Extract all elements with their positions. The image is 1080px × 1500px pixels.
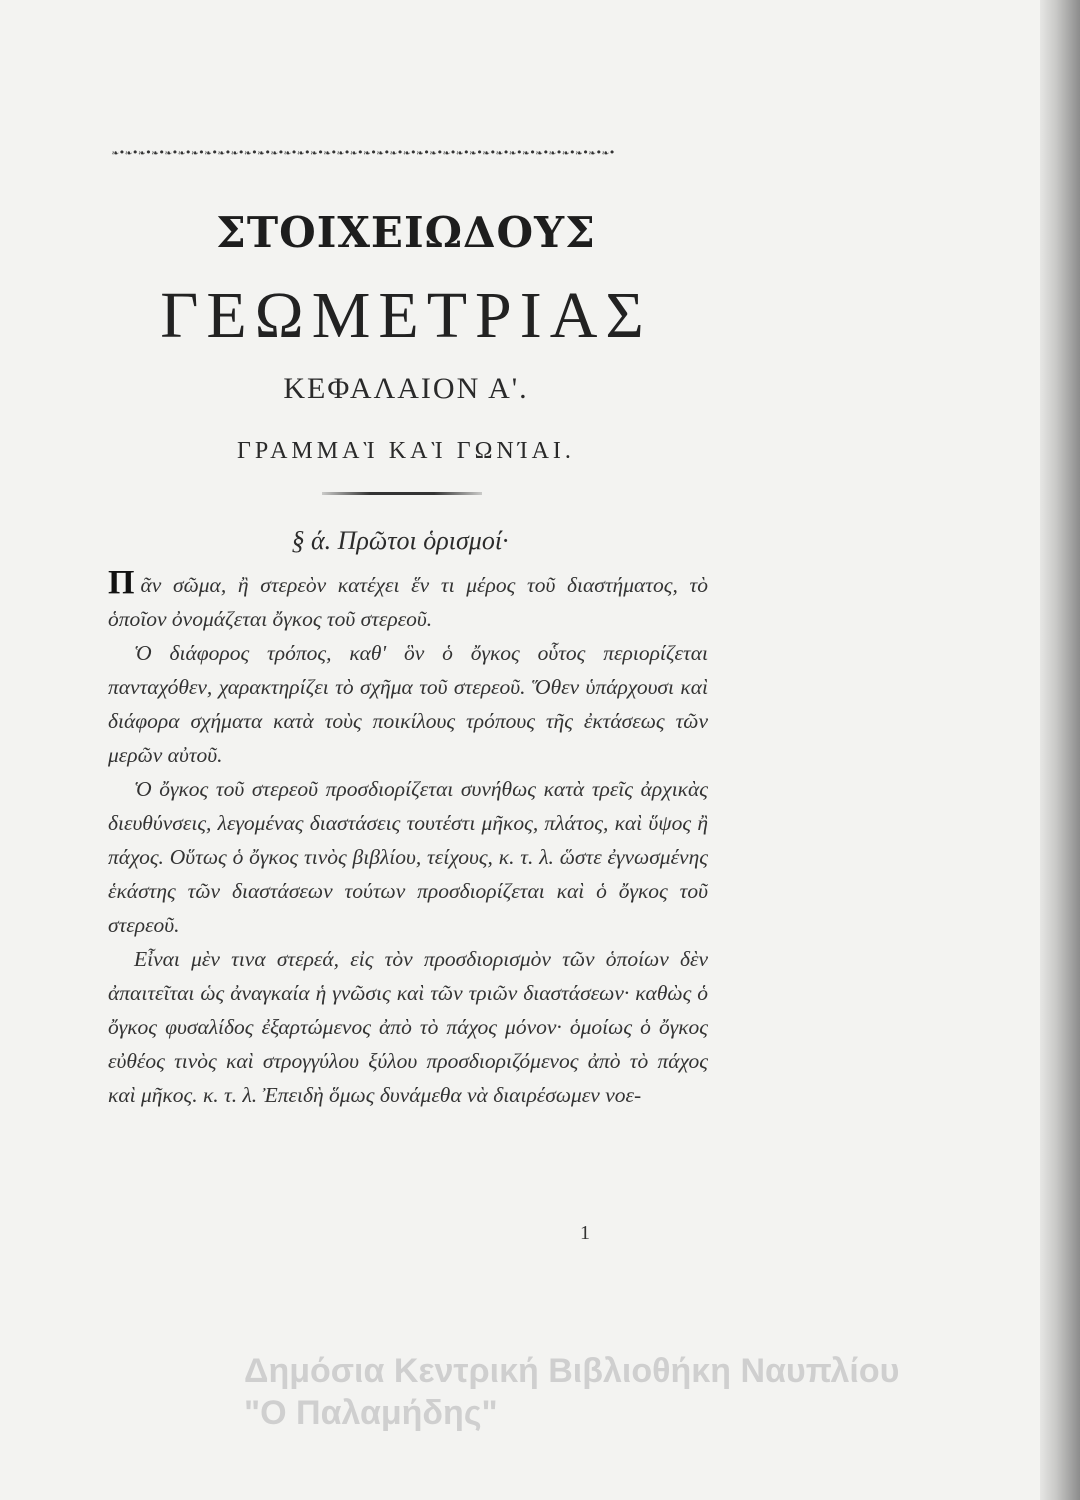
- drop-cap: Π: [108, 564, 135, 601]
- paragraph-4: Εἶναι μὲν τινα στερεά, εἰς τὸν προσδιορισμὸν τῶν ὁποίων δὲν ἀπαιτεῖται ὡς ἀναγκαία ἡ γνῶσις καὶ τῶν τριῶν διαστάσεων· καθὼς ὁ ὄγκος φυσαλίδος ἐξαρτώμενος ἀπὸ τὸ πάχος μόνον· ὁμοίως ὁ ὄγκος εὐθέος τινὸς καὶ στρογγύλου ξύλου προσδιοριζόμενος ἀπὸ τὸ πάχος καὶ μῆκος. κ. τ. λ. Ἐπειδὴ ὅμως δυνάμεθα νὰ διαιρέσωμεν νοε-: [108, 947, 708, 1107]
- body-text: [108, 564, 708, 1112]
- paragraph-2: Ὁ διάφορος τρόπος, καθ' ὃν ὁ ὄγκος οὗτος περιορίζεται πανταχόθεν, χαρακτηρίζει τὸ σχῆμα τοῦ στερεοῦ. Ὅθεν ὑπάρχουσι καὶ διάφορα σχήματα κατὰ τοὺς ποικίλους τρόπους τῆς ἐκτάσεως τῶν μερῶν αὐτοῦ.: [108, 641, 708, 767]
- page-number: 1: [580, 1222, 590, 1244]
- title-line-1: ΣΤΟΙΧΕΙΩΔΟΥΣ: [216, 208, 596, 257]
- section-heading: § ά. Πρῶτοι ὁρισμοί·: [291, 526, 509, 555]
- library-watermark: [244, 1350, 1044, 1434]
- paragraph-3: Ὁ ὄγκος τοῦ στερεοῦ προσδιορίζεται συνήθως κατὰ τρεῖς ἀρχικὰς διευθύνσεις, λεγομένας διαστάσεις τουτέστι μῆκος, πλάτος, καὶ ὕψος ἢ πάχος. Οὕτως ὁ ὄγκος τινὸς βιβλίου, τείχους, κ. τ. λ. ὥστε ἐγνωσμένης ἑκάστης τῶν διαστάσεων τούτων προσδιορίζεται καὶ ὁ ὄγκος τοῦ στερεοῦ.: [108, 777, 708, 937]
- watermark-line-1: Δημόσια Κεντρική Βιβλιοθήκη Ναυπλίου: [244, 1352, 900, 1390]
- chapter-subtitle: ΓΡΑΜΜΑῚ ΚΑῚ ΓΩΝΊΑΙ.: [237, 438, 575, 464]
- chapter-heading: ΚΕΦΑΛΑΙΟΝ Α'.: [283, 372, 529, 405]
- watermark-line-2: "Ο Παλαμήδης": [244, 1394, 498, 1432]
- divider-rule: [322, 492, 482, 495]
- paragraph-1: Πᾶν σῶμα, ἢ στερεὸν κατέχει ἕν τι μέρος τοῦ διαστήματος, τὸ ὁποῖον ὀνομάζεται ὄγκος τοῦ στερεοῦ.: [108, 564, 708, 631]
- page-edge-shadow: [1040, 0, 1080, 1500]
- title-line-2: ΓΕΩΜΕΤΡΙΑΣ: [160, 279, 652, 352]
- header-ornament: ❧•❧•❧•❧•❧•❧•❧•❧•❧•❧•❧•❧•❧•❧•❧•❧•❧•❧•❧•❧•❧•❧•❧•❧•❧•❧•❧•❧•❧•❧•❧•❧•❧•❧•❧•❧•❧•❧•: [112, 146, 616, 159]
